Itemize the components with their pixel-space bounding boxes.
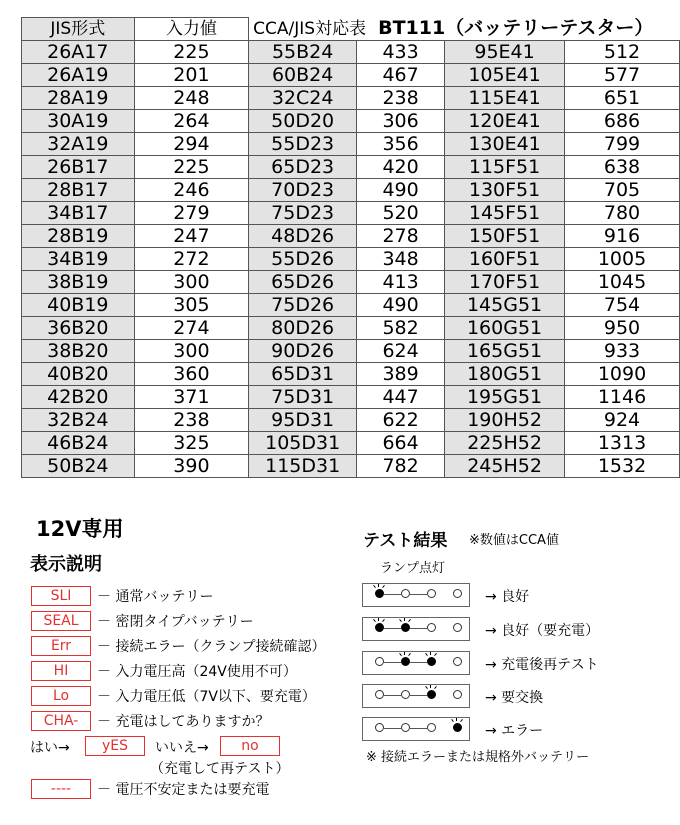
table-row xyxy=(22,317,680,340)
lamp-on-icon xyxy=(427,657,436,666)
cell-jis-type: 34B17 xyxy=(22,202,135,225)
header-input-value: 入力値 xyxy=(134,18,249,41)
cell-jis-type: 26A17 xyxy=(22,41,135,64)
cell-jis-type: 90D26 xyxy=(249,340,357,363)
lamp-ray xyxy=(378,618,379,621)
lamp-ray xyxy=(425,653,428,656)
cell-jis-type: 26A19 xyxy=(22,64,135,87)
cell-jis-type: 75D31 xyxy=(249,386,357,409)
cell-jis-type: 55D23 xyxy=(249,133,357,156)
cell-jis-type: 245H52 xyxy=(445,455,565,478)
desc-err: － 接続エラー（クランプ接続確認） xyxy=(97,639,326,655)
cell-cca-value: 247 xyxy=(134,225,249,248)
lamp-indicator-box xyxy=(362,583,470,607)
lamp-connector xyxy=(410,695,427,696)
lamp-off-icon xyxy=(401,723,410,732)
no-label: いいえ→ xyxy=(155,740,209,756)
cell-cca-value: 356 xyxy=(357,133,445,156)
test-result-text: → 要交換 xyxy=(485,690,544,706)
lamp-label: ランプ点灯 xyxy=(380,561,446,576)
cell-cca-value: 1005 xyxy=(565,248,680,271)
lamp-off-icon xyxy=(427,589,436,598)
code-err: Err xyxy=(31,636,91,656)
lamp-ray xyxy=(408,653,411,656)
cell-jis-type: 55B24 xyxy=(249,41,357,64)
lamp-off-icon xyxy=(427,723,436,732)
cell-cca-value: 371 xyxy=(134,386,249,409)
table-row xyxy=(22,248,680,271)
cell-cca-value: 1532 xyxy=(565,455,680,478)
cell-jis-type: 75D26 xyxy=(249,294,357,317)
lamp-ray xyxy=(425,686,428,689)
cell-jis-type: 65D31 xyxy=(249,363,357,386)
cell-cca-value: 274 xyxy=(134,317,249,340)
cell-jis-type: 145G51 xyxy=(445,294,565,317)
lamp-off-icon xyxy=(453,657,462,666)
lamp-indicator-box xyxy=(362,717,470,741)
test-result-text: → 良好（要充電） xyxy=(485,623,600,639)
cell-cca-value: 325 xyxy=(134,432,249,455)
table-row xyxy=(22,87,680,110)
cell-jis-type: 48D26 xyxy=(249,225,357,248)
table-row xyxy=(22,271,680,294)
cell-jis-type: 34B19 xyxy=(22,248,135,271)
table-title xyxy=(249,18,680,41)
cell-cca-value: 300 xyxy=(134,271,249,294)
table-row xyxy=(22,409,680,432)
cell-cca-value: 1146 xyxy=(565,386,680,409)
cell-jis-type: 55D26 xyxy=(249,248,357,271)
cell-cca-value: 686 xyxy=(565,110,680,133)
cell-cca-value: 294 xyxy=(134,133,249,156)
test-result-text: → エラー xyxy=(485,723,544,739)
cell-cca-value: 348 xyxy=(357,248,445,271)
lamp-connector xyxy=(410,662,427,663)
code-dash: ---- xyxy=(31,779,91,799)
lamp-on-icon xyxy=(375,589,384,598)
code-yes: yES xyxy=(85,736,145,756)
code-seal: SEAL xyxy=(31,611,91,631)
cell-cca-value: 225 xyxy=(134,41,249,64)
lamp-off-icon xyxy=(427,623,436,632)
cell-jis-type: 28B17 xyxy=(22,179,135,202)
cell-jis-type: 70D23 xyxy=(249,179,357,202)
cell-jis-type: 115D31 xyxy=(249,455,357,478)
cell-cca-value: 780 xyxy=(565,202,680,225)
cell-cca-value: 651 xyxy=(565,87,680,110)
table-row xyxy=(22,386,680,409)
cell-cca-value: 390 xyxy=(134,455,249,478)
cell-jis-type: 160F51 xyxy=(445,248,565,271)
cell-jis-type: 26B17 xyxy=(22,156,135,179)
table-row xyxy=(22,110,680,133)
lamp-connector xyxy=(384,695,401,696)
cell-jis-type: 145F51 xyxy=(445,202,565,225)
lamp-ray xyxy=(430,652,431,655)
lamp-indicator-box xyxy=(362,651,470,675)
table-row xyxy=(22,455,680,478)
display-heading: 表示説明 xyxy=(30,554,102,575)
cell-jis-type: 38B20 xyxy=(22,340,135,363)
table-row xyxy=(22,432,680,455)
lamp-ray xyxy=(399,619,402,622)
table-row xyxy=(22,363,680,386)
cell-cca-value: 799 xyxy=(565,133,680,156)
desc-sli: － 通常バッテリー xyxy=(97,589,214,605)
cell-cca-value: 272 xyxy=(134,248,249,271)
cell-cca-value: 279 xyxy=(134,202,249,225)
cell-jis-type: 170F51 xyxy=(445,271,565,294)
product-name: BT111（バッテリーテスター） xyxy=(378,17,654,40)
cell-cca-value: 447 xyxy=(357,386,445,409)
table-row xyxy=(22,156,680,179)
table-row xyxy=(22,179,680,202)
table-row xyxy=(22,133,680,156)
cell-cca-value: 1090 xyxy=(565,363,680,386)
lamp-off-icon xyxy=(375,657,384,666)
lamp-ray xyxy=(399,653,402,656)
cell-jis-type: 160G51 xyxy=(445,317,565,340)
lamp-ray xyxy=(451,719,454,722)
desc-lo: － 入力電圧低（7V以下、要充電） xyxy=(97,689,316,705)
only-12v-label: 12V専用 xyxy=(36,517,124,541)
cca-jis-table xyxy=(21,17,680,478)
cell-jis-type: 65D23 xyxy=(249,156,357,179)
cell-jis-type: 105D31 xyxy=(249,432,357,455)
lamp-on-icon xyxy=(453,723,462,732)
cell-cca-value: 248 xyxy=(134,87,249,110)
cell-cca-value: 278 xyxy=(357,225,445,248)
cca-note: ※数値はCCA値 xyxy=(469,533,559,548)
cell-jis-type: 32A19 xyxy=(22,133,135,156)
lamp-ray xyxy=(373,585,376,588)
test-result-text: → 良好 xyxy=(485,589,530,605)
cell-cca-value: 306 xyxy=(357,110,445,133)
test-footnote: ※ 接続エラーまたは規格外バッテリー xyxy=(366,750,590,765)
cell-cca-value: 916 xyxy=(565,225,680,248)
cell-cca-value: 264 xyxy=(134,110,249,133)
cell-cca-value: 933 xyxy=(565,340,680,363)
cell-cca-value: 305 xyxy=(134,294,249,317)
cell-cca-value: 246 xyxy=(134,179,249,202)
code-lo: Lo xyxy=(31,686,91,706)
cell-cca-value: 782 xyxy=(357,455,445,478)
cell-jis-type: 95D31 xyxy=(249,409,357,432)
cell-jis-type: 150F51 xyxy=(445,225,565,248)
cell-cca-value: 754 xyxy=(565,294,680,317)
cell-cca-value: 360 xyxy=(134,363,249,386)
lamp-off-icon xyxy=(453,690,462,699)
cell-cca-value: 467 xyxy=(357,64,445,87)
code-sli: SLI xyxy=(31,586,91,606)
cell-jis-type: 130F51 xyxy=(445,179,565,202)
cell-jis-type: 130E41 xyxy=(445,133,565,156)
lamp-on-icon xyxy=(375,623,384,632)
cell-cca-value: 490 xyxy=(357,179,445,202)
table-header-row xyxy=(22,18,680,41)
cell-jis-type: 30A19 xyxy=(22,110,135,133)
cell-cca-value: 577 xyxy=(565,64,680,87)
lamp-ray xyxy=(404,652,405,655)
cell-cca-value: 389 xyxy=(357,363,445,386)
lamp-indicator-box xyxy=(362,617,470,641)
header-jis-type: JIS形式 xyxy=(22,18,135,41)
cell-jis-type: 60B24 xyxy=(249,64,357,87)
lamp-on-icon xyxy=(427,690,436,699)
cell-jis-type: 180G51 xyxy=(445,363,565,386)
cell-jis-type: 32B24 xyxy=(22,409,135,432)
code-hi: HI xyxy=(31,661,91,681)
cell-jis-type: 50D20 xyxy=(249,110,357,133)
cell-cca-value: 413 xyxy=(357,271,445,294)
cell-cca-value: 238 xyxy=(134,409,249,432)
cell-jis-type: 75D23 xyxy=(249,202,357,225)
cell-jis-type: 95E41 xyxy=(445,41,565,64)
cell-jis-type: 105E41 xyxy=(445,64,565,87)
yes-label: はい→ xyxy=(30,740,70,756)
table-row xyxy=(22,225,680,248)
cell-cca-value: 433 xyxy=(357,41,445,64)
lamp-on-icon xyxy=(401,623,410,632)
cell-cca-value: 624 xyxy=(357,340,445,363)
cell-jis-type: 38B19 xyxy=(22,271,135,294)
cell-cca-value: 638 xyxy=(565,156,680,179)
cell-cca-value: 1313 xyxy=(565,432,680,455)
cell-jis-type: 190H52 xyxy=(445,409,565,432)
lamp-ray xyxy=(382,619,385,622)
lamp-ray xyxy=(460,719,463,722)
lamp-off-icon xyxy=(453,623,462,632)
cell-jis-type: 32C24 xyxy=(249,87,357,110)
cell-cca-value: 225 xyxy=(134,156,249,179)
cell-jis-type: 115E41 xyxy=(445,87,565,110)
cell-cca-value: 512 xyxy=(565,41,680,64)
lamp-ray xyxy=(456,718,457,721)
recharge-note: （充電して再テスト） xyxy=(150,761,290,777)
desc-cha: － 充電はしてありますか？ xyxy=(97,714,270,730)
cell-jis-type: 42B20 xyxy=(22,386,135,409)
cell-jis-type: 65D26 xyxy=(249,271,357,294)
cell-cca-value: 520 xyxy=(357,202,445,225)
cell-cca-value: 950 xyxy=(565,317,680,340)
lamp-ray xyxy=(430,685,431,688)
lamp-connector xyxy=(410,628,427,629)
lamp-ray xyxy=(434,686,437,689)
table-row xyxy=(22,41,680,64)
cell-jis-type: 120E41 xyxy=(445,110,565,133)
lamp-on-icon xyxy=(401,657,410,666)
cell-cca-value: 238 xyxy=(357,87,445,110)
desc-dash: － 電圧不安定または要充電 xyxy=(97,782,270,798)
lamp-ray xyxy=(373,619,376,622)
lamp-ray xyxy=(434,653,437,656)
desc-hi: － 入力電圧高（24V使用不可） xyxy=(97,664,297,680)
lamp-connector xyxy=(384,728,401,729)
lamp-off-icon xyxy=(375,690,384,699)
cell-cca-value: 1045 xyxy=(565,271,680,294)
cell-jis-type: 28A19 xyxy=(22,87,135,110)
table-row xyxy=(22,202,680,225)
lamp-ray xyxy=(408,619,411,622)
cell-jis-type: 115F51 xyxy=(445,156,565,179)
cell-cca-value: 490 xyxy=(357,294,445,317)
cell-cca-value: 300 xyxy=(134,340,249,363)
table-row xyxy=(22,340,680,363)
title-text: CCA/JIS対応表 xyxy=(253,19,367,40)
test-heading: テスト結果 xyxy=(363,531,448,551)
cell-cca-value: 924 xyxy=(565,409,680,432)
lamp-off-icon xyxy=(453,589,462,598)
cell-jis-type: 50B24 xyxy=(22,455,135,478)
cell-cca-value: 582 xyxy=(357,317,445,340)
cell-cca-value: 705 xyxy=(565,179,680,202)
cell-jis-type: 36B20 xyxy=(22,317,135,340)
table-row xyxy=(22,294,680,317)
cell-jis-type: 165G51 xyxy=(445,340,565,363)
lamp-ray xyxy=(404,618,405,621)
lamp-ray xyxy=(378,584,379,587)
lamp-indicator-box xyxy=(362,684,470,708)
cell-cca-value: 622 xyxy=(357,409,445,432)
test-result-text: → 充電後再テスト xyxy=(485,657,599,673)
lamp-connector xyxy=(384,662,401,663)
lamp-connector xyxy=(410,594,427,595)
lamp-connector xyxy=(384,594,401,595)
cell-jis-type: 40B19 xyxy=(22,294,135,317)
desc-seal: － 密閉タイプバッテリー xyxy=(97,614,254,630)
cell-jis-type: 28B19 xyxy=(22,225,135,248)
code-cha: CHA- xyxy=(31,711,91,731)
lamp-off-icon xyxy=(401,690,410,699)
lamp-connector xyxy=(384,628,401,629)
table-row xyxy=(22,64,680,87)
lamp-connector xyxy=(410,728,427,729)
cell-jis-type: 80D26 xyxy=(249,317,357,340)
lamp-ray xyxy=(382,585,385,588)
cell-cca-value: 664 xyxy=(357,432,445,455)
cell-jis-type: 40B20 xyxy=(22,363,135,386)
cell-jis-type: 225H52 xyxy=(445,432,565,455)
code-no: no xyxy=(220,736,280,756)
lamp-off-icon xyxy=(401,589,410,598)
cell-cca-value: 420 xyxy=(357,156,445,179)
cell-jis-type: 46B24 xyxy=(22,432,135,455)
cell-jis-type: 195G51 xyxy=(445,386,565,409)
lamp-off-icon xyxy=(375,723,384,732)
cell-cca-value: 201 xyxy=(134,64,249,87)
